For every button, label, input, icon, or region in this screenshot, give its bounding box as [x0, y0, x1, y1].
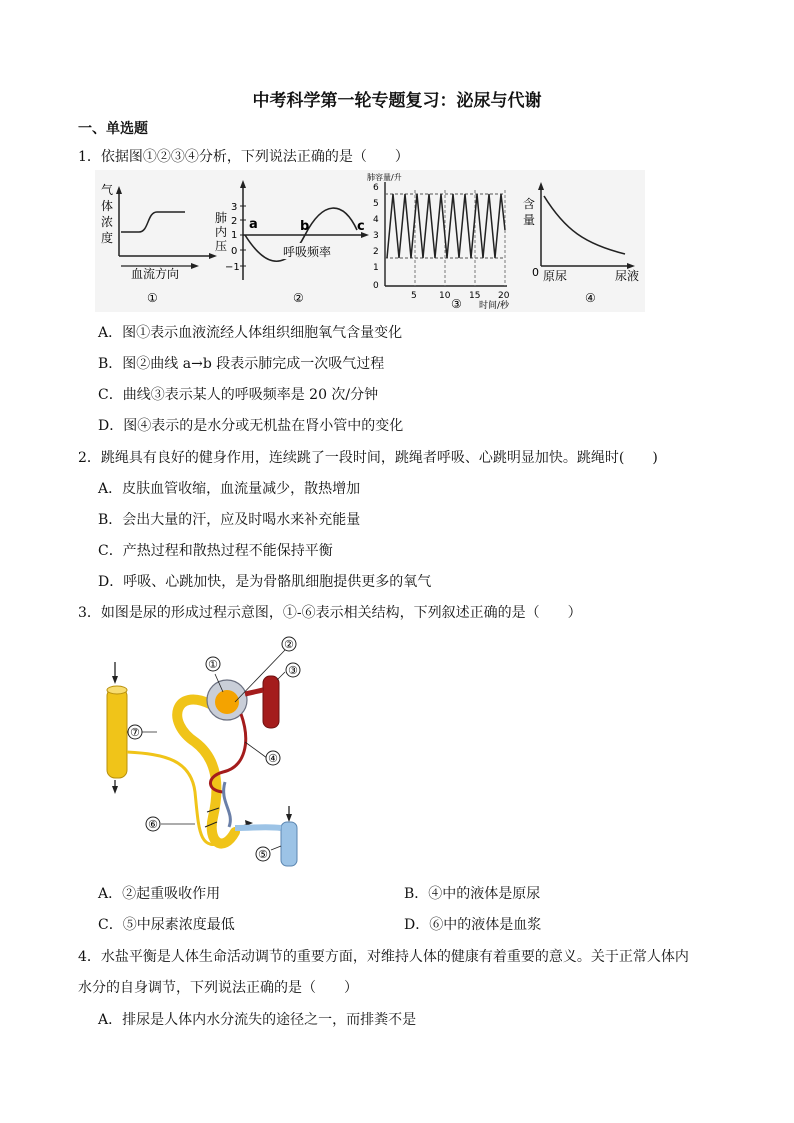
question-1-figure — [95, 170, 645, 312]
g1-ylabel-3: 度 — [101, 231, 114, 245]
label-1: ① — [208, 658, 218, 671]
g2-point-b: b — [300, 219, 310, 234]
label-3: ③ — [288, 664, 298, 677]
g4-origin: 0 — [532, 266, 539, 279]
graph-2 — [215, 180, 369, 305]
question-4-stem-line1: 4．水盐平衡是人体生命活动调节的重要方面，对维持人体的健康有着重要的意义。关于正常人体内 — [78, 949, 689, 965]
label-2: ② — [284, 638, 294, 651]
graph-1 — [101, 182, 217, 305]
question-2-option-a[interactable]: A．皮肤血管收缩，血流量减少，散热增加 — [98, 481, 361, 497]
g2-ylabel-2: 压 — [215, 239, 228, 253]
g4-x1: 原尿 — [543, 269, 568, 283]
g3-xlabel: 时间/秒 — [479, 301, 510, 311]
nephron-diagram — [95, 632, 315, 872]
g4-ylabel-0: 含 — [523, 197, 536, 211]
question-2-option-b[interactable]: B．会出大量的汗，应及时喝水来补充能量 — [98, 512, 361, 528]
g3-ytick-2: 2 — [373, 247, 379, 257]
g1-ylabel-1: 体 — [101, 199, 114, 213]
g2-ylabel-1: 内 — [215, 225, 228, 239]
g2-point-c: c — [357, 219, 365, 234]
g3-ylabel: 肺容量/升 — [367, 173, 402, 182]
g3-ytick-4: 4 — [373, 215, 379, 225]
g2-tick-neg1: −1 — [225, 262, 240, 273]
label-7: ⑦ — [130, 726, 140, 739]
label-5: ⑤ — [258, 848, 268, 861]
question-1-option-b[interactable]: B．图②曲线 a→b 段表示肺完成一次吸气过程 — [98, 356, 385, 372]
g1-caption: ① — [147, 291, 158, 305]
question-2-option-d[interactable]: D．呼吸、心跳加快，是为骨骼肌细胞提供更多的氧气 — [98, 574, 432, 590]
question-4-stem-line2: 水分的自身调节，下列说法正确的是（ ） — [78, 980, 358, 996]
g3-ytick-3: 3 — [373, 231, 379, 241]
g3-ytick-0: 0 — [373, 281, 379, 291]
g3-xtick-20: 20 — [498, 291, 510, 301]
g3-caption: ③ — [451, 297, 462, 311]
g3-xtick-15: 15 — [469, 291, 481, 301]
g3-ytick-1: 1 — [373, 263, 379, 273]
g4-ylabel-1: 量 — [523, 213, 536, 227]
question-4-option-a[interactable]: A．排尿是人体内水分流失的途径之一，而排粪不是 — [98, 1012, 417, 1028]
question-2-option-c[interactable]: C．产热过程和散热过程不能保持平衡 — [98, 543, 333, 559]
g2-curve-label: 呼吸频率 — [283, 245, 332, 259]
question-3-option-b[interactable]: B．④中的液体是原尿 — [404, 886, 541, 902]
g1-ylabel-2: 浓 — [101, 215, 114, 229]
question-1-option-c[interactable]: C．曲线③表示某人的呼吸频率是 20 次/分钟 — [98, 387, 379, 403]
section-heading: 一、单选题 — [78, 121, 148, 137]
g3-ytick-5: 5 — [373, 199, 379, 209]
g2-tick-2: 2 — [231, 216, 238, 227]
question-3-option-d[interactable]: D．⑥中的液体是血浆 — [404, 917, 542, 933]
question-3-stem: 3．如图是尿的形成过程示意图，①-⑥表示相关结构，下列叙述正确的是（ ） — [78, 605, 582, 621]
g1-xlabel: 血流方向 — [131, 267, 180, 281]
g2-point-a: a — [249, 217, 258, 232]
question-3-option-a[interactable]: A．②起重吸收作用 — [98, 886, 221, 902]
g3-xtick-5: 5 — [411, 291, 417, 301]
g2-tick-3: 3 — [231, 202, 238, 213]
g3-xtick-10: 10 — [439, 291, 451, 301]
question-1-stem: 1．依据图①②③④分析，下列说法正确的是（ ） — [78, 149, 409, 165]
g3-ytick-6: 6 — [373, 183, 379, 193]
question-1-option-d[interactable]: D．图④表示的是水分或无机盐在肾小管中的变化 — [98, 418, 404, 434]
question-3-option-c[interactable]: C．⑤中尿素浓度最低 — [98, 917, 235, 933]
g2-tick-1: 1 — [231, 230, 238, 241]
g1-ylabel-0: 气 — [101, 183, 114, 197]
question-1-option-a[interactable]: A．图①表示血液流经人体组织细胞氧气含量变化 — [98, 325, 403, 341]
g2-caption: ② — [293, 291, 304, 305]
label-4: ④ — [268, 752, 278, 765]
page-title: 中考科学第一轮专题复习：泌尿与代谢 — [252, 91, 542, 111]
label-6: ⑥ — [148, 818, 158, 831]
g4-x2: 尿液 — [615, 269, 640, 283]
question-2-stem: 2．跳绳具有良好的健身作用，连续跳了一段时间，跳绳者呼吸、心跳明显加快。跳绳时( ) — [78, 450, 658, 466]
g4-caption: ④ — [585, 291, 596, 305]
graph-4 — [523, 182, 639, 305]
graph-3 — [367, 172, 510, 311]
g2-tick-0: 0 — [231, 246, 238, 257]
g2-ylabel-0: 肺 — [215, 211, 228, 225]
